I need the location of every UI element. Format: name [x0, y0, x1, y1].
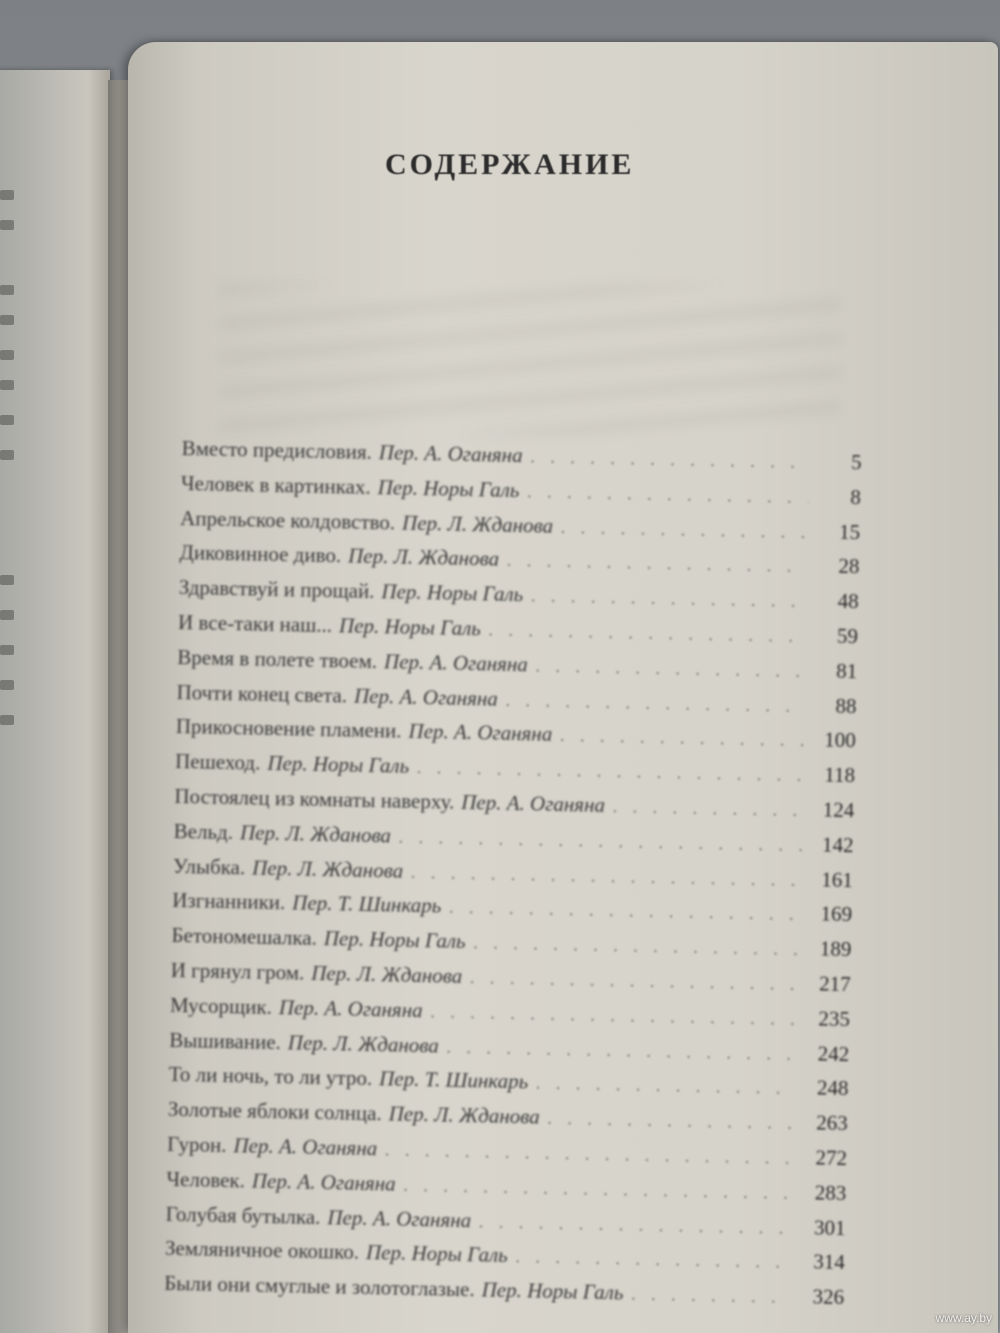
toc-entry-title: Человек в картинках.	[180, 470, 371, 499]
toc-dot-leader	[547, 1111, 795, 1134]
toc-entry-translator: Пер. А. Оганяна	[408, 719, 553, 747]
toc-dot-leader	[536, 1076, 797, 1099]
toc-entry-title: Прикосновение пламени.	[175, 714, 402, 744]
left-page-text-fragment	[0, 575, 14, 585]
toc-dot-leader	[507, 553, 808, 577]
toc-entry-title: Гурон.	[166, 1131, 227, 1158]
toc-dot-leader	[613, 799, 803, 821]
toc-dot-leader	[531, 589, 807, 613]
toc-entry-title: Улыбка.	[172, 853, 246, 879]
left-page-text-fragment	[0, 610, 14, 620]
toc-dot-leader	[527, 484, 809, 508]
toc-entry-title: И грянул гром.	[170, 957, 305, 985]
toc-entry-title: Золотые яблоки солнца.	[167, 1096, 382, 1126]
left-page-text-fragment	[0, 645, 14, 655]
toc-entry-translator: Пер. Норы Галь	[338, 613, 482, 641]
left-page	[0, 70, 110, 1333]
toc-dot-leader	[561, 520, 808, 543]
left-page-text-fragment	[0, 285, 14, 295]
toc-entry-translator: Пер. Л. Жданова	[251, 855, 404, 883]
toc-entry-page-number: 118	[824, 762, 856, 788]
toc-dot-leader	[506, 692, 805, 716]
toc-entry-translator: Пер. А. Оганяна	[378, 440, 523, 468]
toc-entry-translator: Пер. А. Оганяна	[327, 1204, 472, 1232]
toc-entry-title: Время в полете твоем.	[177, 644, 378, 673]
toc-dot-leader	[479, 1214, 794, 1239]
toc-entry-page-number: 242	[817, 1040, 850, 1066]
toc-entry-translator: Пер. Норы Галь	[377, 474, 520, 502]
toc-entry-title: Мусорщик.	[169, 992, 273, 1019]
toc-entry-page-number: 161	[821, 867, 854, 892]
toc-dot-leader	[516, 1249, 793, 1273]
toc-dot-leader	[447, 1039, 798, 1064]
toc-entry-page-number: 142	[821, 832, 854, 857]
toc-entry-page-number: 235	[818, 1006, 851, 1031]
left-page-text-fragment	[0, 680, 14, 690]
toc-dot-leader	[536, 658, 806, 682]
toc-entry-translator: Пер. Л. Жданова	[401, 510, 554, 538]
toc-entry-translator: Пер. Норы Галь	[365, 1240, 509, 1268]
toc-entry-translator: Пер. Л. Жданова	[239, 820, 392, 848]
toc-entry-translator: Пер. Норы Галь	[381, 579, 524, 607]
toc-entry-title: Человек.	[166, 1166, 246, 1193]
toc-entry-page-number: 189	[819, 936, 852, 962]
toc-entry-translator: Пер. А. Оганяна	[251, 1168, 396, 1196]
toc-entry-page-number: 301	[813, 1214, 846, 1240]
toc-entry-translator: Пер. А. Оганяна	[383, 649, 529, 677]
toc-dot-leader	[430, 1004, 798, 1030]
toc-entry-page-number: 5	[850, 450, 862, 475]
toc-entry-translator: Пер. А. Оганяна	[278, 994, 423, 1022]
left-page-text-fragment	[0, 715, 14, 725]
toc-entry-translator: Пер. Норы Галь	[481, 1277, 624, 1305]
toc-entry-title: Земляничное окошко.	[164, 1236, 360, 1265]
toc-entry-title: Бетономешалка.	[171, 923, 318, 951]
toc-entry-title: Постоялец из комнаты наверху.	[174, 783, 455, 814]
toc-entry-page-number: 248	[816, 1075, 849, 1101]
toc-entry-title: Пешеход.	[174, 749, 261, 775]
toc-entry-page-number: 8	[850, 484, 862, 510]
toc-entry-translator: Пер. Т. Шинкарь	[378, 1066, 529, 1094]
toc-entry-page-number: 169	[820, 901, 853, 927]
toc-dot-leader	[631, 1287, 792, 1308]
toc-entry-page-number: 217	[818, 971, 851, 997]
toc-entry-title: Вместо предисловия.	[181, 436, 373, 464]
toc-entry-title: Изгнанники.	[172, 888, 286, 915]
toc-entry-translator: Пер. Л. Жданова	[347, 543, 500, 572]
toc-dot-leader	[411, 864, 801, 890]
toc-entry-translator: Пер. Норы Галь	[323, 926, 466, 954]
watermark: www.ay.by	[935, 1311, 992, 1325]
toc-entry-translator: Пер. Л. Жданова	[388, 1101, 540, 1129]
left-page-text-fragment	[0, 220, 14, 230]
toc-entry-page-number: 48	[837, 588, 859, 614]
toc-entry-translator: Пер. Л. Жданова	[287, 1029, 440, 1058]
left-page-text-fragment	[0, 450, 14, 460]
toc-entry-translator: Пер. Л. Жданова	[311, 960, 463, 988]
toc-dot-leader	[470, 970, 799, 995]
toc-entry-page-number: 88	[835, 693, 857, 718]
toc-entry-translator: Пер. Т. Шинкарь	[292, 890, 442, 918]
toc-entry-title: Апрельское колдовство.	[180, 505, 396, 535]
toc-dot-leader	[403, 1178, 794, 1204]
toc-entry-page-number: 59	[836, 623, 859, 649]
toc-entry-title: Вышивание.	[169, 1027, 282, 1054]
page-show-through	[220, 285, 840, 435]
toc-dot-leader	[417, 760, 803, 786]
toc-entry-title: Почти конец света.	[176, 679, 348, 708]
toc-entry-title: Вельд.	[173, 818, 234, 844]
toc-entry-title: Диковинное диво.	[179, 540, 342, 568]
left-page-text-fragment	[0, 380, 14, 390]
toc-dot-leader	[473, 935, 799, 960]
toc-dot-leader	[560, 728, 804, 751]
toc-entry-page-number: 326	[812, 1284, 845, 1310]
toc-dot-leader	[399, 829, 802, 855]
toc-entry-page-number: 100	[824, 727, 857, 753]
toc-entry-translator: Пер. А. Оганяна	[233, 1133, 378, 1161]
toc-entry-page-number: 263	[816, 1110, 849, 1136]
toc-dot-leader	[449, 900, 800, 925]
left-page-text-fragment	[0, 190, 14, 200]
toc-entry-title: Здравствуй и прощай.	[178, 575, 375, 604]
toc-dot-leader	[385, 1142, 795, 1169]
left-page-text-fragment	[0, 315, 14, 325]
toc-entry-translator: Пер. А. Оганяна	[460, 789, 606, 817]
toc-entry-page-number: 81	[835, 658, 858, 683]
toc-entry-page-number: 272	[815, 1145, 848, 1171]
toc-entry-title: Голубая бутылка.	[165, 1201, 321, 1229]
toc-dot-leader	[530, 449, 809, 473]
left-page-text-fragment	[0, 350, 14, 360]
toc-entry-page-number: 314	[813, 1249, 846, 1275]
toc-entry-page-number: 28	[838, 554, 860, 579]
toc-entry-title: Были они смуглые и золотоглазые.	[164, 1270, 475, 1302]
left-page-text-fragment	[0, 415, 14, 425]
toc-entry-title: И все-таки наш...	[177, 609, 333, 638]
toc-entry-page-number: 124	[822, 797, 855, 823]
page-title: СОДЕРЖАНИЕ	[385, 148, 635, 182]
toc-entry-page-number: 15	[838, 519, 861, 544]
toc-entry-title: То ли ночь, то ли утро.	[168, 1062, 373, 1091]
toc-entry-translator: Пер. А. Оганяна	[353, 683, 499, 711]
toc-entry-page-number: 283	[814, 1180, 847, 1205]
toc-dot-leader	[489, 622, 807, 647]
toc-entry-translator: Пер. Норы Галь	[267, 751, 410, 778]
table-of-contents	[164, 436, 862, 1320]
